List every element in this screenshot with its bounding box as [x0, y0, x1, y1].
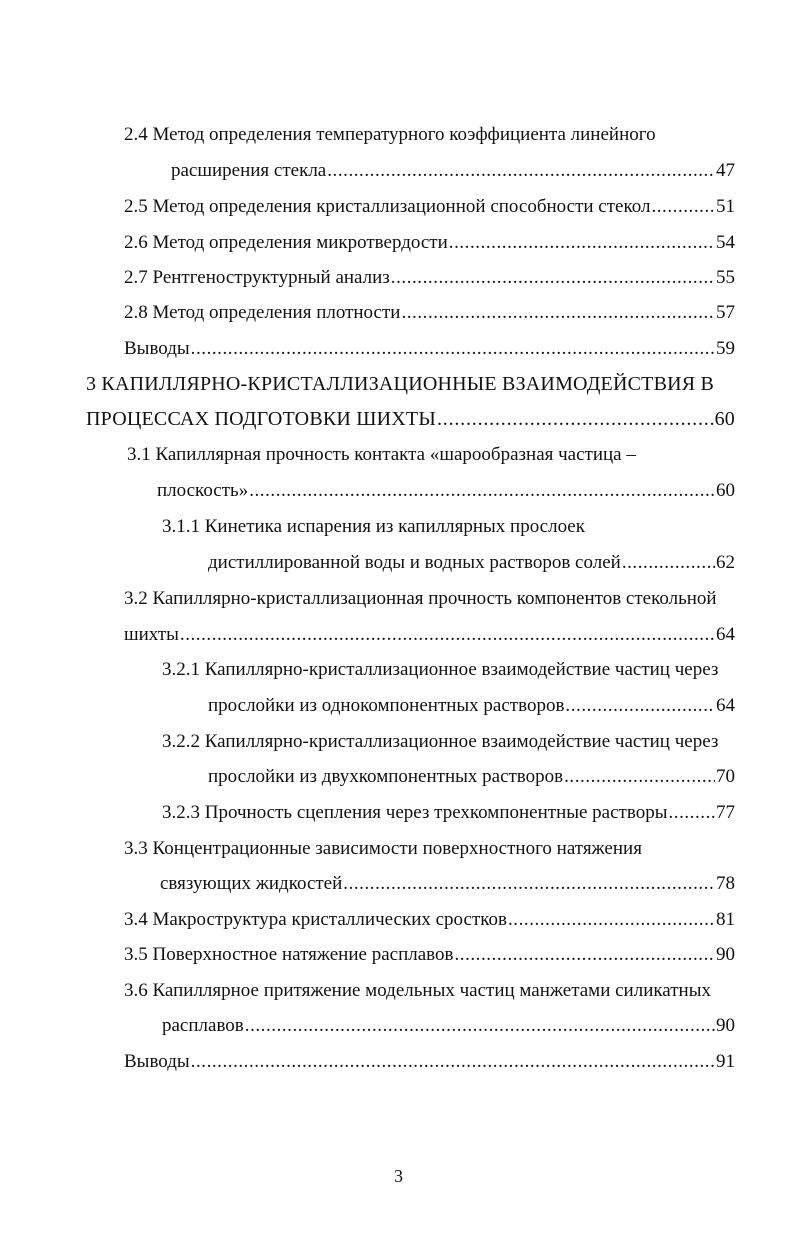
- toc-3-4-page: 81: [716, 909, 735, 930]
- leader-dots: [180, 621, 715, 649]
- toc-3-2-title-line1: 3.2 Капиллярно-кристаллизационная прочность компонентов стекольной: [124, 588, 717, 609]
- toc-entry-3-4: [124, 906, 735, 934]
- toc-3-4-title: 3.4 Макроструктура кристаллических сростков: [124, 909, 507, 930]
- leader-dots: [191, 1048, 715, 1076]
- toc-3-6-title-line1: 3.6 Капиллярное притяжение модельных частиц манжетами силикатных: [124, 980, 711, 1001]
- leader-dots: [391, 264, 715, 292]
- toc-2-6-page: 54: [716, 232, 735, 253]
- toc-3-1-title-line2: плоскость»: [157, 480, 249, 501]
- leader-dots: [401, 299, 715, 327]
- toc-3-2-2-title-line2: прослойки из двухкомпонентных растворов: [208, 766, 564, 787]
- toc-entry-chapter-3: [86, 405, 735, 433]
- toc-entry-ch3-conclusions: [124, 1048, 735, 1076]
- toc-entry-3-1: [157, 477, 735, 505]
- toc-2-8-page: 57: [716, 302, 735, 323]
- leader-dots: [564, 763, 715, 791]
- toc-2-4-page: 47: [716, 160, 735, 181]
- toc-3-6-page: 90: [716, 1015, 735, 1036]
- toc-entry-3-2-1: [208, 692, 735, 720]
- toc-3-1-title-line1: 3.1 Капиллярная прочность контакта «шарообразная частица –: [127, 444, 636, 465]
- toc-entry-3-2-3: [162, 799, 735, 827]
- toc-3-2-1-page: 64: [716, 695, 735, 716]
- leader-dots: [437, 405, 714, 433]
- toc-2-7-page: 55: [716, 267, 735, 288]
- leader-dots: [327, 157, 715, 185]
- toc-3-3-page: 78: [716, 873, 735, 894]
- toc-chapter-3-title-line1: 3 КАПИЛЛЯРНО-КРИСТАЛЛИЗАЦИОННЫЕ ВЗАИМОДЕЙСТВИЯ В: [86, 373, 715, 395]
- leader-dots: [454, 941, 715, 969]
- leader-dots: [249, 477, 715, 505]
- toc-3-6-title-line2: расплавов: [162, 1015, 244, 1036]
- toc-3-2-3-page: 77: [716, 802, 735, 823]
- toc-3-2-3-title: 3.2.3 Прочность сцепления через трехкомпонентные растворы: [162, 802, 668, 823]
- leader-dots: [565, 692, 715, 720]
- toc-3-1-1-title-line1: 3.1.1 Кинетика испарения из капиллярных прослоек: [162, 516, 585, 537]
- leader-dots: [449, 229, 715, 257]
- toc-3-5-page: 90: [716, 944, 735, 965]
- leader-dots: [245, 1012, 715, 1040]
- toc-3-2-title-line2: шихты: [124, 624, 179, 645]
- toc-2-8-title: 2.8 Метод определения плотности: [124, 302, 401, 323]
- leader-dots: [343, 870, 715, 898]
- toc-entry-3-6: [162, 1012, 735, 1040]
- toc-3-1-1-title-line2: дистиллированной воды и водных растворов солей: [208, 552, 621, 573]
- toc-2-5-page: 51: [716, 196, 735, 217]
- toc-entry-2-5: [124, 193, 735, 221]
- toc-3-1-1-page: 62: [716, 552, 735, 573]
- toc-2-4-title-line1: 2.4 Метод определения температурного коэффициента линейного: [124, 124, 656, 145]
- toc-entry-3-3: [160, 870, 735, 898]
- toc-2-7-title: 2.7 Рентгеноструктурный анализ: [124, 267, 390, 288]
- toc-2-5-title: 2.5 Метод определения кристаллизационной способности стекол: [124, 196, 651, 217]
- toc-entry-2-7: [124, 264, 735, 292]
- toc-3-2-2-page: 70: [716, 766, 735, 787]
- toc-3-2-2-title-line1: 3.2.2 Капиллярно-кристаллизационное взаимодействие частиц через: [162, 731, 719, 752]
- leader-dots: [668, 799, 715, 827]
- toc-entry-2-8: [124, 299, 735, 327]
- page-number: 3: [394, 1166, 403, 1186]
- toc-ch2-conclusions-page: 59: [716, 338, 735, 359]
- toc-entry-3-2-2: [208, 763, 735, 791]
- toc-3-1-page: 60: [716, 480, 735, 501]
- toc-entry-3-1-1: [208, 549, 735, 577]
- toc-chapter-3-page: 60: [714, 408, 735, 430]
- toc-3-3-title-line1: 3.3 Концентрационные зависимости поверхностного натяжения: [124, 838, 642, 859]
- toc-ch3-conclusions-page: 91: [716, 1051, 735, 1072]
- toc-ch2-conclusions-title: Выводы: [124, 338, 190, 359]
- toc-2-6-title: 2.6 Метод определения микротвердости: [124, 232, 448, 253]
- toc-entry-ch2-conclusions: [124, 335, 735, 363]
- leader-dots: [651, 193, 715, 221]
- toc-entry-3-2: [124, 621, 735, 649]
- leader-dots: [508, 906, 715, 934]
- leader-dots: [622, 549, 715, 577]
- toc-chapter-3-title-line2: ПРОЦЕССАХ ПОДГОТОВКИ ШИХТЫ: [86, 408, 436, 430]
- toc-entry-2-6: [124, 229, 735, 257]
- toc-3-3-title-line2: связующих жидкостей: [160, 873, 343, 894]
- toc-ch3-conclusions-title: Выводы: [124, 1051, 190, 1072]
- toc-entry-3-5: [124, 941, 735, 969]
- toc-3-2-page: 64: [716, 624, 735, 645]
- toc-entry-2-4: [171, 157, 735, 185]
- leader-dots: [191, 335, 715, 363]
- toc-3-2-1-title-line1: 3.2.1 Капиллярно-кристаллизационное взаимодействие частиц через: [162, 659, 719, 680]
- toc-3-5-title: 3.5 Поверхностное натяжение расплавов: [124, 944, 454, 965]
- toc-2-4-title-line2: расширения стекла: [171, 160, 327, 181]
- toc-3-2-1-title-line2: прослойки из однокомпонентных растворов: [208, 695, 565, 716]
